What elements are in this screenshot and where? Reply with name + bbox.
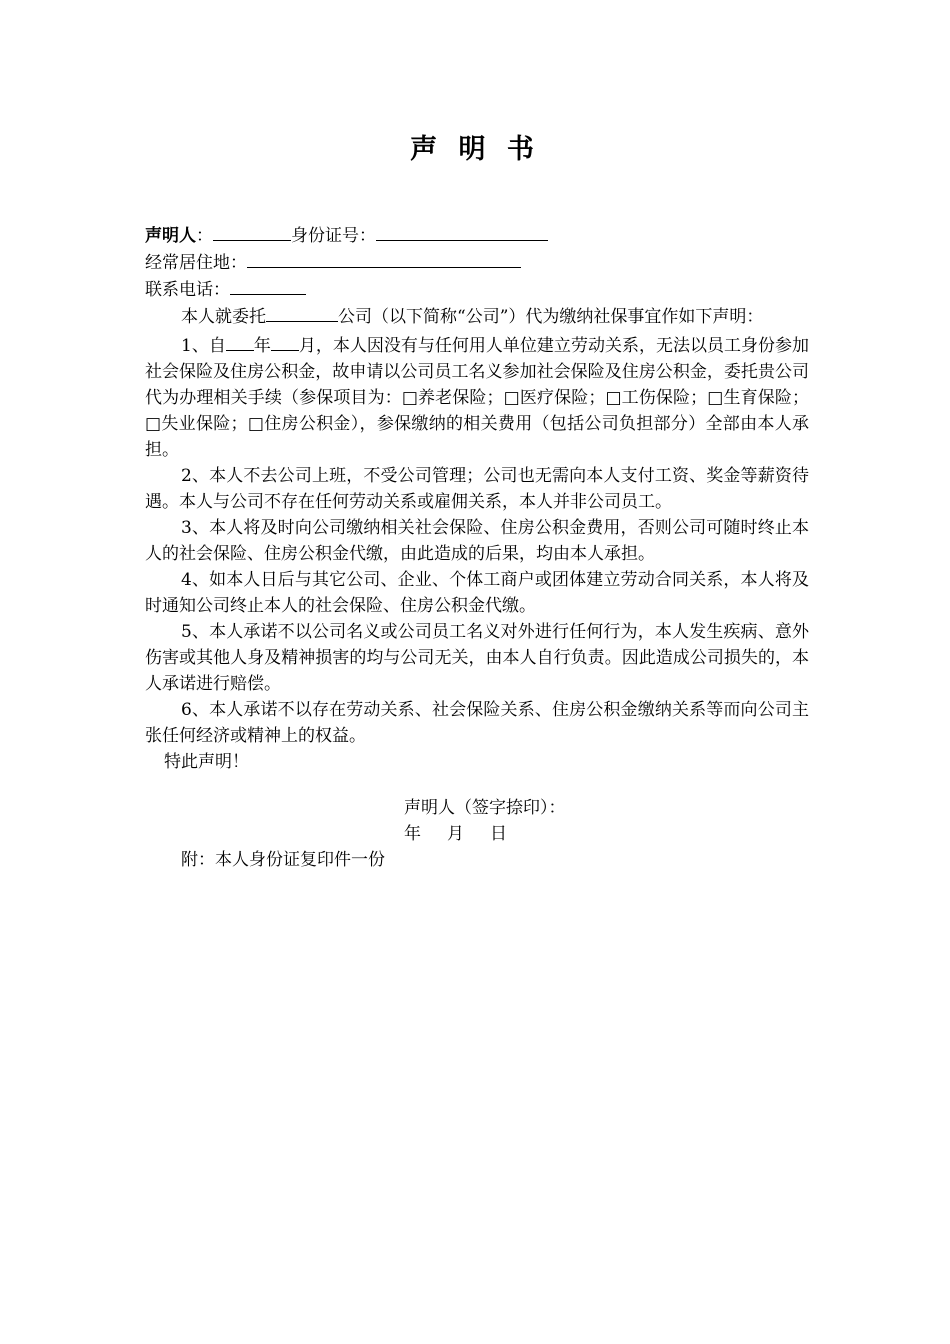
id-label: 身份证号： bbox=[291, 226, 376, 246]
date-month: 月 bbox=[447, 824, 464, 844]
phone-blank[interactable] bbox=[230, 276, 306, 295]
clause-1 bbox=[145, 332, 809, 463]
intro-text-b: 公司（以下简称“公司”）代为缴纳社保事宜作如下声明： bbox=[338, 307, 764, 327]
clause-3: 3、本人将及时向公司缴纳相关社会保险、住房公积金费用，否则公司可随时终止本人的社会保险、住房公积金代缴，由此造成的后果，均由本人承担。 bbox=[145, 518, 809, 564]
year-blank[interactable] bbox=[226, 332, 254, 351]
clause-5: 5、本人承诺不以公司名义或公司员工名义对外进行任何行为，本人发生疾病、意外伤害或其他人身及精神损害的均与公司无关，由本人自行负责。因此造成公司损失的，本人承诺进行赔偿。 bbox=[145, 622, 809, 694]
document-title: 声 明 书 bbox=[410, 134, 540, 165]
residence-blank[interactable] bbox=[247, 249, 521, 268]
date-line bbox=[404, 821, 566, 847]
clause-1-text-b: 年 bbox=[253, 336, 271, 356]
intro-text-a: 本人就委托 bbox=[181, 307, 266, 327]
date-year: 年 bbox=[404, 824, 421, 844]
declarant-label: 声明人 bbox=[145, 226, 196, 246]
clause-4: 4、如本人日后与其它公司、企业、个体工商户或团体建立劳动合同关系，本人将及时通知公司终止本人的社会保险、住房公积金代缴。 bbox=[145, 570, 809, 616]
declarant-line bbox=[145, 222, 809, 249]
closing-statement: 特此声明！ bbox=[164, 752, 249, 772]
clause-1-text-a: 1、自 bbox=[181, 336, 226, 356]
residence-label: 经常居住地： bbox=[145, 253, 247, 273]
signature-block bbox=[404, 795, 566, 847]
date-day: 日 bbox=[490, 824, 507, 844]
declarant-colon: ： bbox=[196, 226, 213, 246]
residence-line bbox=[145, 249, 809, 276]
document-body bbox=[145, 222, 809, 775]
signature-label: 声明人（签字捺印）： bbox=[404, 798, 566, 818]
clause-6: 6、本人承诺不以存在劳动关系、社会保险关系、住房公积金缴纳关系等而向公司主张任何经济或精神上的权益。 bbox=[145, 700, 809, 746]
phone-line bbox=[145, 276, 809, 303]
clause-1-text-c: 月，本人因没有与任何用人单位建立劳动关系，无法以员工身份参加社会保险及住房公积金，故申请以公司员工名义参加社会保险及住房公积金，委托贵公司代为办理相关手续（参保项目为：□养老保险；□医疗保险；□工伤保险；□生育保险；□失业保险；□住房公积金），参保缴纳的相关费用（包括公司负担部分）全部由本人承担。 bbox=[145, 336, 810, 460]
phone-label: 联系电话： bbox=[145, 280, 230, 300]
clause-2: 2、本人不去公司上班，不受公司管理；公司也无需向本人支付工资、奖金等薪资待遇。本人与公司不存在任何劳动关系或雇佣关系，本人并非公司员工。 bbox=[145, 466, 809, 512]
id-number-blank[interactable] bbox=[376, 222, 548, 241]
company-name-blank[interactable] bbox=[266, 303, 338, 322]
month-blank[interactable] bbox=[271, 332, 299, 351]
attachment-note: 附：本人身份证复印件一份 bbox=[181, 850, 385, 870]
intro-paragraph bbox=[145, 303, 809, 330]
declarant-name-blank[interactable] bbox=[213, 222, 291, 241]
